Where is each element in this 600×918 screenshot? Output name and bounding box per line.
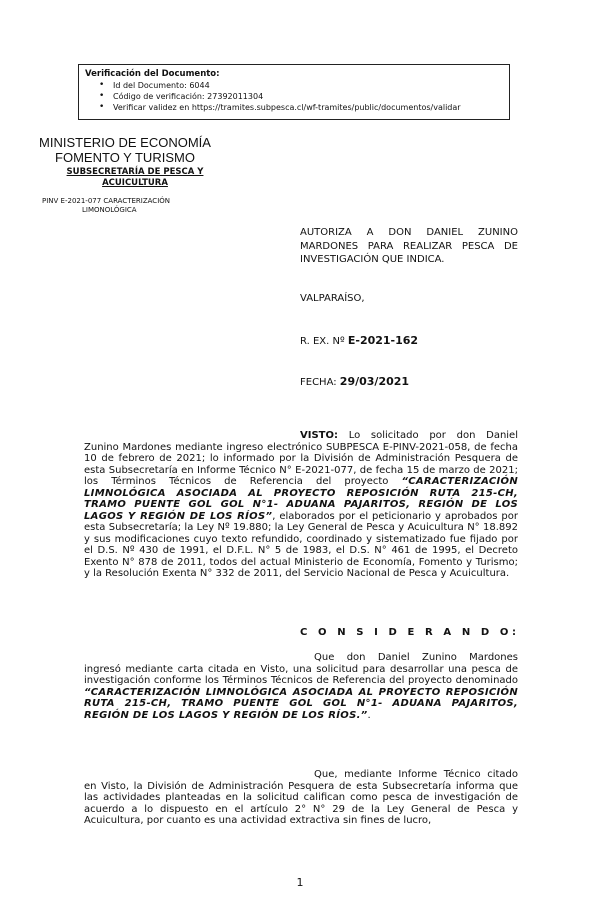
paragraph-1-project-title: “CARACTERIZACIÓN LIMNOLÓGICA ASOCIADA AL PROYECTO REPOSICIÓN RUTA 215-CH, TRAMO PUENTE GOL GOL N°1- ADUANA PAJARITOS, REGIÓN DE LOS LAGOS Y REGIÓN DE LOS RÍOS.” — [84, 686, 518, 721]
considerando-paragraph-2 — [84, 769, 518, 827]
resolution-value: E-2021-162 — [347, 334, 419, 347]
reference-line-2: LIMONOLÓGICA — [82, 206, 137, 214]
visto-label: VISTO: — [300, 430, 338, 441]
ministry-line-2: FOMENTO Y TURISMO — [55, 150, 195, 165]
verification-list — [85, 80, 503, 113]
verification-box — [78, 64, 510, 120]
resolution-label: R. EX. Nº — [300, 336, 345, 347]
verification-url[interactable]: • Verificar validez en https://tramites.subpesca.cl/wf-tramites/public/documentos/validar — [113, 102, 503, 113]
reference-line-1: PINV E-2021-077 CARACTERIZACIÓN — [42, 197, 171, 205]
page-number: 1 — [296, 876, 304, 889]
resolution-date — [300, 375, 409, 388]
place: VALPARAÍSO, — [300, 293, 365, 304]
visto-section — [84, 430, 518, 580]
paragraph-2-text: Que, mediante Informe Técnico citado en Visto, la División de Administración Pesquera de esta Subsecretaría informa que las actividades planteadas en la solicitud califican como pesca de investigación de acuerdo a lo dispuesto en el artículo 2° N° 29 de la Ley General de Pesca y Acuicultura, por cuanto es una actividad extractiva sin fines de lucro, — [84, 769, 518, 826]
verification-id: • Id del Documento: 6044 — [113, 80, 503, 91]
visto-project-title: “CARACTERIZACIÓN LIMNOLÓGICA ASOCIADA AL PROYECTO REPOSICIÓN RUTA 215-CH, TRAMO PUENTE GOL GOL N°1- ADUANA PAJARITOS, REGIÓN DE LOS LAGOS Y REGIÓN DE LOS RÍOS” — [84, 476, 518, 522]
verification-code: • Código de verificación: 27392011304 — [113, 91, 503, 102]
ministry-line-1: MINISTERIO DE ECONOMÍA — [39, 135, 211, 150]
subsecretaria-name — [60, 167, 210, 189]
ministry-name — [30, 135, 220, 165]
resolution-subject: AUTORIZA A DON DANIEL ZUNINO MARDONES PARA REALIZAR PESCA DE INVESTIGACIÓN QUE INDICA. — [300, 227, 518, 265]
date-label: FECHA: — [300, 377, 337, 388]
visto-text-b: , elaborados por el peticionario y aprobados por esta Subsecretaría; la Ley Nº 19.880; la Ley General de Pesca y Acuicultura N° 18.892 y sus modificaciones cuyo texto refundido, coordinado y sistematizado fue fijado por el D.S. Nº 430 de 1991, el D.F.L. N° 5 de 1983, el D.S. N° 461 de 1995, el Decreto Exento N° 878 de 2011, todos del actual Ministerio de Economía, Fomento y Turismo; y la Resolución Exenta N° 332 de 2011, del Servicio Nacional de Pesca y Acuicultura. — [84, 510, 518, 579]
paragraph-1-text: Que don Daniel Zunino Mardones ingresó mediante carta citada en Visto, una solicitud para desarrollar una pesca de investigación conforme los Términos Técnicos de Referencia del proyecto denominado — [84, 652, 518, 686]
resolution-number — [300, 334, 418, 347]
reference-code — [42, 197, 212, 215]
paragraph-1-end: . — [367, 709, 371, 721]
subsecretaria-line-2: ACUICULTURA — [102, 178, 168, 188]
subsecretaria-line-1: SUBSECRETARÍA DE PESCA Y — [66, 167, 204, 177]
considerando-heading: C O N S I D E R A N D O: — [300, 627, 520, 638]
considerando-paragraph-1 — [84, 652, 518, 721]
visto-text-a: Lo solicitado por don Daniel Zunino Mardones mediante ingreso electrónico SUBPESCA E-PINV-2021-058, de fecha 10 de febrero de 2021; lo informado por la División de Administración Pesquera de esta Subsecretaría en Informe Técnico N° E-2021-077, de fecha 15 de marzo de 2021; los Términos Técnicos de Referencia del proyecto — [84, 430, 518, 487]
verification-title: Verificación del Documento: — [85, 69, 220, 79]
date-value: 29/03/2021 — [339, 375, 410, 388]
